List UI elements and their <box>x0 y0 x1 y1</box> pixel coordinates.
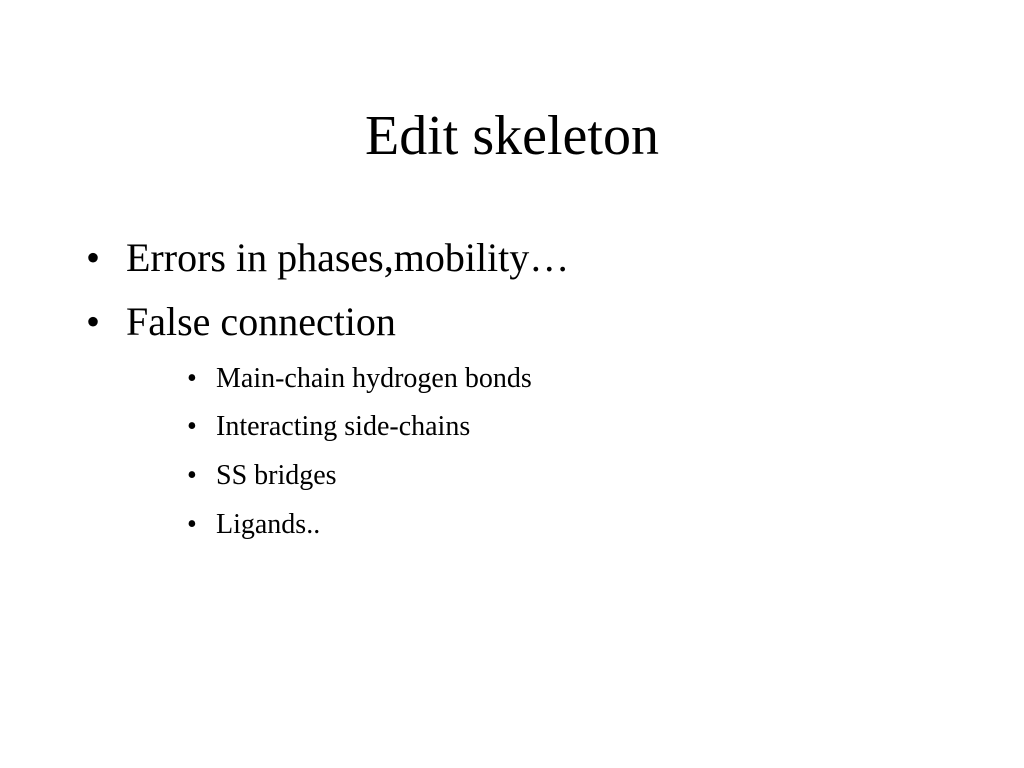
sub-bullet-text: Ligands.. <box>216 509 321 540</box>
sub-bullet-dot: • <box>187 363 197 394</box>
bullet-dot: • <box>86 235 101 280</box>
bullet-text: False connection <box>126 299 396 344</box>
bullet-text: Errors in phases,mobility… <box>126 235 570 280</box>
slide-title: Edit skeleton <box>365 105 659 167</box>
sub-bullet-text: SS bridges <box>216 460 337 491</box>
sub-bullet-dot: • <box>187 411 197 442</box>
bullet-dot: • <box>86 299 101 344</box>
sub-bullet-text: Interacting side-chains <box>216 411 471 442</box>
sub-bullet-dot: • <box>187 460 197 491</box>
sub-bullet-dot: • <box>187 509 197 540</box>
sub-bullet-text: Main-chain hydrogen bonds <box>216 363 532 394</box>
